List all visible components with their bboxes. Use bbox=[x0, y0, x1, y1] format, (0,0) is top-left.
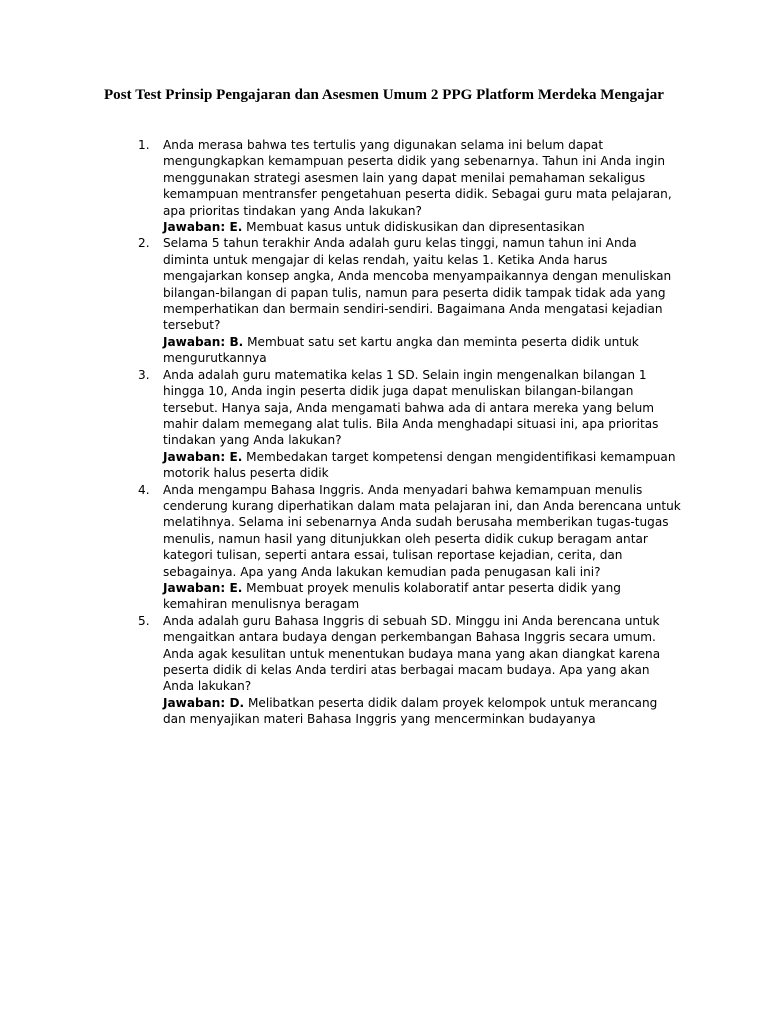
answer-label: Jawaban: E. bbox=[163, 580, 243, 595]
question-text: Anda mengampu Bahasa Inggris. Anda menyadari bahwa kemampuan menulis cenderung kurang diperhatikan dalam mata pelajaran ini, dan Anda berencana untuk melatihnya. Selama ini sebenarnya Anda sudah berusaha memberikan tugas-tugas menulis, namun hasil yang ditunjukkan oleh peserta didik cukup beragam antar kategori tulisan, seperti antara essai, tulisan reportase kejadian, cerita, dan sebagainya. Apa yang Anda lakukan kemudian pada penugasan kali ini? bbox=[163, 482, 681, 579]
question-text: Anda adalah guru Bahasa Inggris di sebuah SD. Minggu ini Anda berencana untuk mengaitkan antara budaya dengan perkembangan Bahasa Inggris secara umum. Anda agak kesulitan untuk menentukan budaya mana yang akan diangkat karena peserta didik di kelas Anda terdiri atas berbagai macam budaya. Apa yang akan Anda lakukan? bbox=[163, 613, 661, 694]
question-number: 1. bbox=[138, 138, 150, 152]
question-text: Anda adalah guru matematika kelas 1 SD. Selain ingin mengenalkan bilangan 1 hingga 10, Anda ingin peserta didik juga dapat menuliskan bilangan-bilangan tersebut. Hanya saja, Anda mengamati bahwa ada di antara mereka yang belum mahir dalam memegang alat tulis. Bila Anda menghadapi situasi ini, apa prioritas tindakan yang Anda lakukan? bbox=[163, 367, 659, 448]
question-number: 2. bbox=[138, 236, 150, 251]
question-text: Anda merasa bahwa tes tertulis yang digunakan selama ini belum dapat mengungkapkan kemampuan peserta didik yang sebenarnya. Tahun ini Anda ingin menggunakan strategi asesmen lain yang dapat menilai pemahaman sekaligus kemampuan mentransfer pengetahuan peserta didik. Sebagai guru mata pelajaran, apa prioritas tindakan yang Anda lakukan? bbox=[163, 138, 672, 218]
question-number: 3. bbox=[138, 367, 150, 382]
answer-line bbox=[163, 219, 683, 235]
answer-text: Membuat kasus untuk didiskusikan dan dipresentasikan bbox=[242, 220, 585, 235]
answer-line bbox=[163, 580, 683, 613]
question-item-2 bbox=[138, 235, 683, 366]
document-title: Post Test Prinsip Pengajaran dan Asesmen Umum 2 PPG Platform Merdeka Mengajar bbox=[103, 87, 665, 103]
question-number: 5. bbox=[138, 613, 150, 628]
answer-text: Membuat proyek menulis kolaboratif antar peserta didik yang kemahiran menulisnya beragam bbox=[163, 580, 621, 612]
question-text: Selama 5 tahun terakhir Anda adalah guru kelas tinggi, namun tahun ini Anda diminta untuk mengajar di kelas rendah, yaitu kelas 1. Ketika Anda harus mengajarkan konsep angka, Anda mencoba menyampaikannya dengan menuliskan bilangan-bilangan di papan tulis, namun para peserta didik tampak tidak ada yang memperhatikan dan bermain sendiri-sendiri. Bagaimana Anda mengatasi kejadian tersebut? bbox=[163, 236, 672, 333]
answer-label: Jawaban: B. bbox=[163, 334, 244, 349]
answer-text: Membuat satu set kartu angka dan meminta peserta didik untuk mengurutkannya bbox=[163, 334, 639, 366]
question-item-4 bbox=[138, 482, 683, 613]
answer-label: Jawaban: E. bbox=[163, 220, 243, 235]
question-list bbox=[138, 137, 683, 728]
answer-line bbox=[163, 695, 683, 728]
question-number: 4. bbox=[138, 482, 150, 497]
question-item-1 bbox=[138, 137, 683, 235]
answer-text: Membedakan target kompetensi dengan mengidentifikasi kemampuan motorik halus peserta didik bbox=[163, 449, 676, 481]
answer-label: Jawaban: E. bbox=[163, 449, 243, 464]
answer-line bbox=[163, 449, 683, 482]
answer-label: Jawaban: D. bbox=[163, 695, 245, 710]
question-item-5 bbox=[138, 613, 683, 728]
answer-text: Melibatkan peserta didik dalam proyek kelompok untuk merancang dan menyajikan materi Bahasa Inggris yang mencerminkan budayanya bbox=[163, 695, 658, 727]
answer-line bbox=[163, 334, 683, 367]
question-item-3 bbox=[138, 367, 683, 482]
